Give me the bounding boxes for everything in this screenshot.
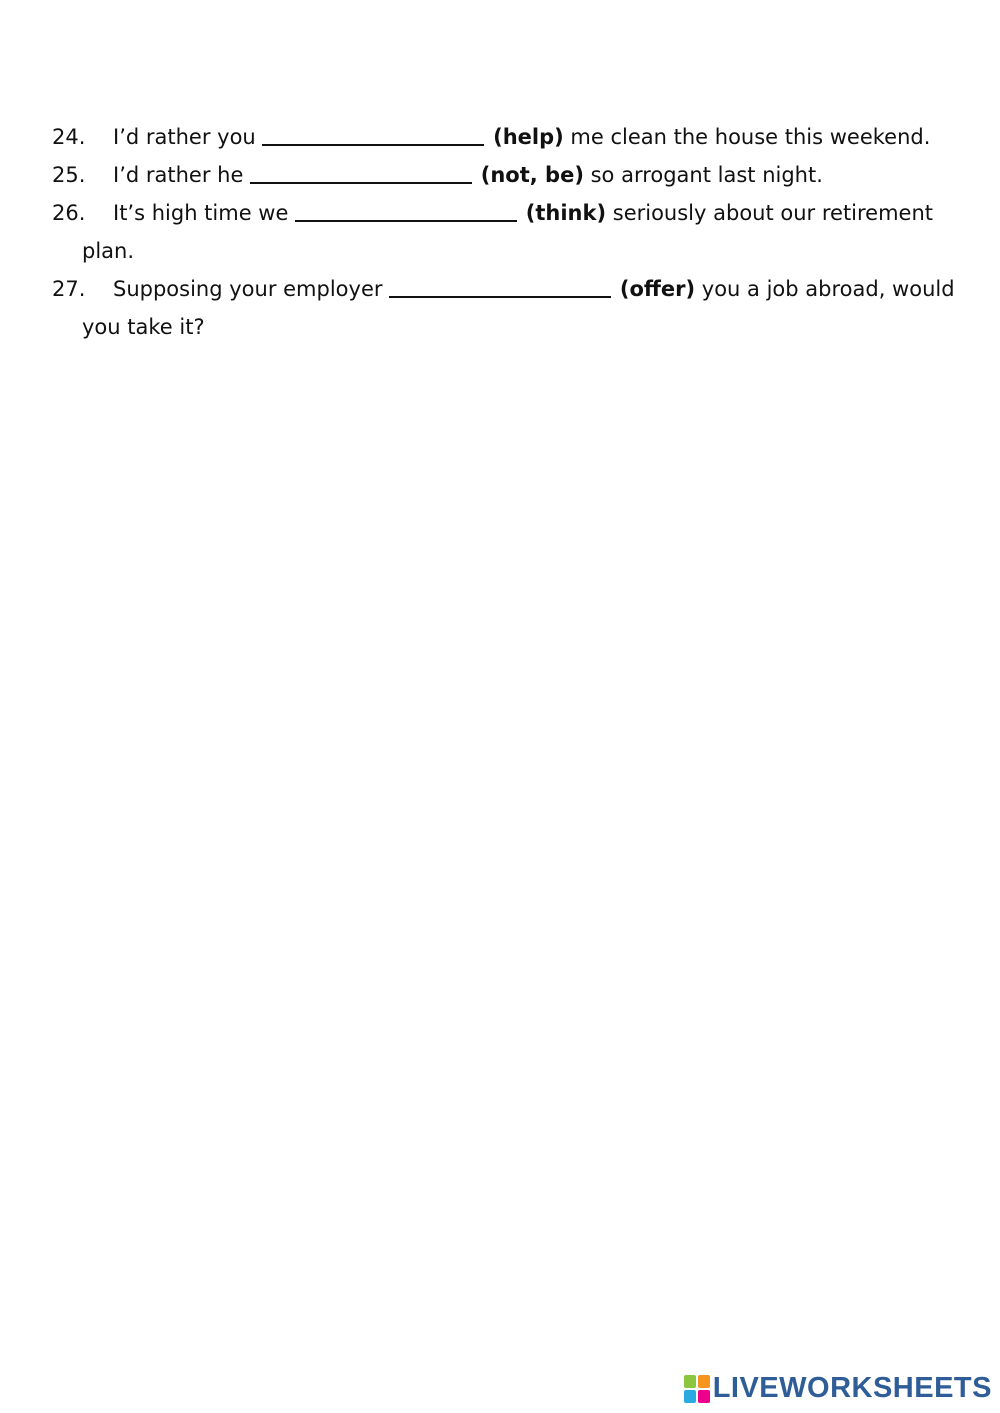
question-text-after: seriously about our retirement [606, 201, 934, 225]
liveworksheets-logo [684, 1372, 992, 1405]
question-26 [52, 194, 967, 270]
liveworksheets-logo-text: LIVEWORKSHEETS [712, 1372, 992, 1404]
verb-hint: (help) [493, 125, 564, 149]
question-text-after: so arrogant last night. [583, 163, 823, 187]
answer-blank[interactable] [262, 120, 484, 146]
worksheet [52, 118, 967, 346]
verb-hint: (offer) [619, 277, 696, 301]
question-text [113, 156, 967, 194]
verb-hint: (think) [525, 201, 607, 225]
verb-hint: (not, be) [480, 163, 584, 187]
question-text-continuation: you take it? [82, 315, 205, 339]
question-text-before: Supposing your employer [113, 277, 390, 301]
question-text [113, 118, 967, 156]
question-number: 27. [52, 277, 86, 301]
question-text [82, 194, 967, 270]
question-text-after: me clean the house this weekend. [563, 125, 931, 149]
answer-blank[interactable] [389, 272, 611, 298]
question-text-before: I’d rather you [113, 125, 263, 149]
answer-blank[interactable] [295, 196, 517, 222]
question-text-before: I’d rather he [113, 163, 251, 187]
question-text-after: you a job abroad, would [695, 277, 955, 301]
answer-blank[interactable] [250, 158, 472, 184]
question-number: 26. [52, 201, 86, 225]
question-text-before: It’s high time we [113, 201, 296, 225]
question-number: 24. [52, 125, 86, 149]
question-text-continuation: plan. [82, 239, 135, 263]
question-number: 25. [52, 163, 86, 187]
liveworksheets-logo-icon [684, 1375, 710, 1403]
question-24 [52, 118, 967, 156]
question-27 [52, 270, 967, 346]
question-text [82, 270, 967, 346]
question-25 [52, 156, 967, 194]
